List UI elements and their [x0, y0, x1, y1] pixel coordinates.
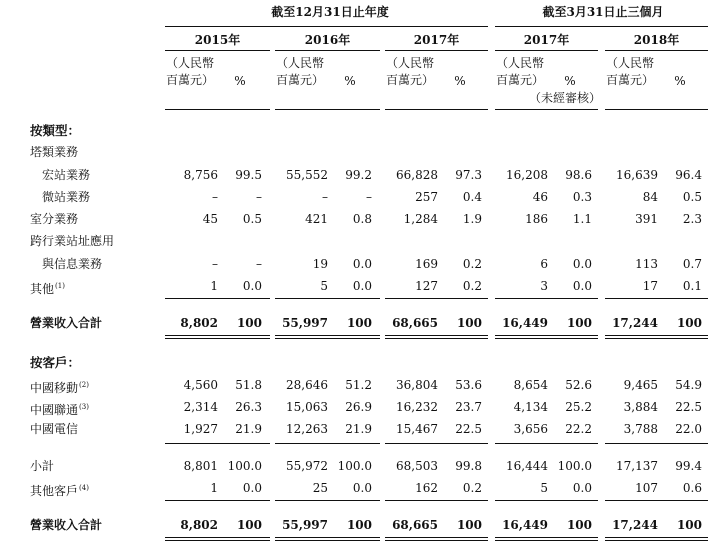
- percent-cell: 0.5: [242, 212, 262, 226]
- amount-cell: 66,828: [396, 168, 438, 182]
- row-label: 其他客戶$^{(4)}$: [30, 484, 89, 498]
- percent-cell: 26.9: [345, 400, 372, 414]
- footnote-marker: (3): [79, 403, 89, 411]
- percent-cell: 100: [236, 316, 262, 330]
- unit-label: （人民幣: [386, 56, 435, 70]
- amount-cell: 421: [305, 212, 328, 226]
- percent-cell: 99.5: [235, 168, 262, 182]
- row-label: 營業收入合計: [30, 518, 103, 532]
- row-label: 營業收入合計: [30, 316, 103, 330]
- percent-cell: 0.2: [462, 257, 482, 271]
- amount-cell: 28,646: [286, 378, 328, 392]
- amount-cell: 162: [415, 481, 438, 495]
- row-label: 跨行業站址應用: [30, 234, 115, 248]
- row-label: 其他$^{(1)}$: [30, 282, 65, 296]
- percent-cell: 100: [236, 518, 262, 532]
- amount-cell: 16,444: [506, 459, 548, 473]
- percent-cell: 0.2: [462, 481, 482, 495]
- header-bottom-rule: [605, 109, 708, 110]
- amount-cell: 8,802: [180, 518, 218, 532]
- percent-cell: 0.5: [682, 190, 702, 204]
- amount-cell: 113: [635, 257, 658, 271]
- subtotal-rule: [275, 443, 380, 444]
- amount-cell: 16,449: [502, 316, 548, 330]
- percent-cell: 100: [566, 316, 592, 330]
- section-by-type: 按類型：: [30, 123, 81, 138]
- total-double-rule: [495, 335, 598, 339]
- total-double-rule: [605, 537, 708, 541]
- amount-cell: 4,134: [513, 400, 548, 414]
- percent-cell: 97.3: [455, 168, 482, 182]
- amount-cell: 55,997: [282, 518, 328, 532]
- subtotal-rule: [275, 298, 380, 299]
- amount-cell: 4,560: [183, 378, 218, 392]
- total-double-rule: [165, 335, 270, 339]
- amount-cell: 12,263: [286, 422, 328, 436]
- year-header: 2018年: [633, 33, 680, 47]
- percent-cell: 25.2: [565, 400, 592, 414]
- amount-cell: 186: [525, 212, 548, 226]
- unit-label: 百萬元）: [606, 73, 655, 87]
- year-rule: [605, 50, 708, 51]
- footnote-marker: (2): [79, 381, 89, 389]
- total-double-rule: [385, 335, 488, 339]
- header-bottom-rule: [495, 109, 598, 110]
- total-double-rule: [495, 537, 598, 541]
- amount-cell: 8,802: [180, 316, 218, 330]
- header-bottom-rule: [165, 109, 270, 110]
- amount-cell: 127: [415, 279, 438, 293]
- year-rule: [385, 50, 488, 51]
- percent-cell: 22.0: [675, 422, 702, 436]
- percent-cell: –: [256, 257, 262, 271]
- unit-label: （人民幣: [166, 56, 215, 70]
- percent-cell: 23.7: [455, 400, 482, 414]
- row-label: 室分業務: [30, 212, 79, 226]
- amount-cell: 2,314: [183, 400, 218, 414]
- percent-cell: 99.4: [675, 459, 702, 473]
- percent-cell: 100: [676, 316, 702, 330]
- amount-cell: 68,665: [392, 518, 438, 532]
- percent-cell: 0.4: [462, 190, 482, 204]
- percent-cell: 2.3: [682, 212, 702, 226]
- pct-label: %: [344, 74, 356, 88]
- pct-label: %: [564, 74, 576, 88]
- row-label: 宏站業務: [42, 168, 91, 182]
- amount-cell: 55,997: [282, 316, 328, 330]
- percent-cell: 100: [346, 518, 372, 532]
- amount-cell: 17,244: [612, 316, 658, 330]
- header-bottom-rule: [275, 109, 380, 110]
- percent-cell: 100: [566, 518, 592, 532]
- amount-cell: 17: [642, 279, 658, 293]
- percent-cell: –: [366, 190, 372, 204]
- subtotal-rule: [275, 500, 380, 501]
- unit-label: 百萬元）: [496, 73, 545, 87]
- amount-cell: 3,884: [623, 400, 658, 414]
- percent-cell: 0.7: [682, 257, 702, 271]
- percent-cell: 22.5: [675, 400, 702, 414]
- amount-cell: 19: [312, 257, 328, 271]
- amount-cell: 5: [320, 279, 328, 293]
- subtotal-rule: [385, 298, 488, 299]
- row-label: 塔類業務: [30, 145, 79, 159]
- row-label: 中國移動$^{(2)}$: [30, 381, 89, 395]
- header-bottom-rule: [385, 109, 488, 110]
- percent-cell: 0.0: [572, 257, 592, 271]
- amount-cell: 3,788: [623, 422, 658, 436]
- amount-cell: 257: [415, 190, 438, 204]
- percent-cell: 51.8: [235, 378, 262, 392]
- footnote-marker: (1): [55, 282, 65, 290]
- amount-cell: 46: [532, 190, 548, 204]
- amount-cell: 8,801: [183, 459, 218, 473]
- period-fy-rule: [165, 26, 488, 27]
- row-label: 中國電信: [30, 422, 79, 436]
- percent-cell: 96.4: [675, 168, 702, 182]
- subtotal-rule: [495, 298, 598, 299]
- row-label: 與信息業務: [42, 257, 103, 271]
- percent-cell: 100: [456, 518, 482, 532]
- total-double-rule: [275, 537, 380, 541]
- total-double-rule: [605, 335, 708, 339]
- subtotal-rule: [605, 298, 708, 299]
- amount-cell: 25: [312, 481, 328, 495]
- row-label: 微站業務: [42, 190, 91, 204]
- row-label: 小計: [30, 459, 55, 473]
- row-label: 中國聯通$^{(3)}$: [30, 403, 89, 417]
- subtotal-rule: [165, 443, 270, 444]
- percent-cell: 98.6: [565, 168, 592, 182]
- amount-cell: 16,232: [396, 400, 438, 414]
- amount-cell: 55,552: [286, 168, 328, 182]
- percent-cell: 0.3: [572, 190, 592, 204]
- period-q-heading: 截至3月31日止三個月: [542, 5, 664, 19]
- amount-cell: –: [212, 257, 218, 271]
- amount-cell: 17,244: [612, 518, 658, 532]
- subtotal-rule: [165, 500, 270, 501]
- unit-label: （人民幣: [606, 56, 655, 70]
- percent-cell: 100.0: [227, 459, 262, 473]
- amount-cell: 8,756: [183, 168, 218, 182]
- percent-cell: 0.0: [352, 279, 372, 293]
- total-double-rule: [165, 537, 270, 541]
- year-rule: [495, 50, 598, 51]
- section-by-customer: 按客戶：: [30, 355, 81, 370]
- year-header: 2017年: [413, 33, 460, 47]
- amount-cell: 36,804: [396, 378, 438, 392]
- amount-cell: 107: [635, 481, 658, 495]
- subtotal-rule: [165, 298, 270, 299]
- percent-cell: 0.0: [572, 279, 592, 293]
- amount-cell: 6: [540, 257, 548, 271]
- percent-cell: 100.0: [337, 459, 372, 473]
- percent-cell: 100: [456, 316, 482, 330]
- percent-cell: 21.9: [235, 422, 262, 436]
- unit-label: 百萬元）: [386, 73, 435, 87]
- percent-cell: 100: [676, 518, 702, 532]
- subtotal-rule: [495, 500, 598, 501]
- percent-cell: –: [256, 190, 262, 204]
- percent-cell: 100.0: [557, 459, 592, 473]
- percent-cell: 0.0: [242, 481, 262, 495]
- subtotal-rule: [605, 443, 708, 444]
- amount-cell: 16,449: [502, 518, 548, 532]
- total-double-rule: [385, 537, 488, 541]
- unit-label: （人民幣: [496, 56, 545, 70]
- percent-cell: 99.8: [455, 459, 482, 473]
- amount-cell: 68,503: [396, 459, 438, 473]
- percent-cell: 54.9: [675, 378, 702, 392]
- total-double-rule: [275, 335, 380, 339]
- amount-cell: 16,639: [616, 168, 658, 182]
- subtotal-rule: [385, 500, 488, 501]
- pct-label: %: [234, 74, 246, 88]
- amount-cell: 55,972: [286, 459, 328, 473]
- amount-cell: 1,284: [403, 212, 438, 226]
- amount-cell: –: [322, 190, 328, 204]
- pct-label: %: [454, 74, 466, 88]
- pct-label: %: [674, 74, 686, 88]
- percent-cell: 22.5: [455, 422, 482, 436]
- unit-label: 百萬元）: [166, 73, 215, 87]
- amount-cell: 1,927: [183, 422, 218, 436]
- percent-cell: 100: [346, 316, 372, 330]
- unit-label: （人民幣: [276, 56, 325, 70]
- amount-cell: 8,654: [513, 378, 548, 392]
- amount-cell: 16,208: [506, 168, 548, 182]
- percent-cell: 99.2: [345, 168, 372, 182]
- year-header: 2015年: [194, 33, 241, 47]
- amount-cell: 9,465: [623, 378, 658, 392]
- percent-cell: 22.2: [565, 422, 592, 436]
- amount-cell: –: [212, 190, 218, 204]
- percent-cell: 0.6: [682, 481, 702, 495]
- amount-cell: 3: [540, 279, 548, 293]
- amount-cell: 17,137: [616, 459, 658, 473]
- amount-cell: 391: [635, 212, 658, 226]
- percent-cell: 21.9: [345, 422, 372, 436]
- amount-cell: 1: [210, 279, 218, 293]
- period-fy-heading: 截至12月31日止年度: [271, 5, 389, 19]
- percent-cell: 51.2: [345, 378, 372, 392]
- year-header: 2016年: [304, 33, 351, 47]
- amount-cell: 15,063: [286, 400, 328, 414]
- amount-cell: 68,665: [392, 316, 438, 330]
- footnote-marker: (4): [79, 484, 89, 492]
- amount-cell: 84: [642, 190, 658, 204]
- percent-cell: 0.0: [572, 481, 592, 495]
- year-rule: [275, 50, 380, 51]
- amount-cell: 5: [540, 481, 548, 495]
- year-header: 2017年: [523, 33, 570, 47]
- unaudited-note: （未經審核）: [528, 91, 601, 105]
- percent-cell: 1.1: [572, 212, 592, 226]
- percent-cell: 0.0: [352, 481, 372, 495]
- amount-cell: 169: [415, 257, 438, 271]
- subtotal-rule: [385, 443, 488, 444]
- percent-cell: 26.3: [235, 400, 262, 414]
- amount-cell: 1: [210, 481, 218, 495]
- percent-cell: 0.1: [682, 279, 702, 293]
- percent-cell: 0.0: [242, 279, 262, 293]
- percent-cell: 0.0: [352, 257, 372, 271]
- percent-cell: 1.9: [462, 212, 482, 226]
- amount-cell: 15,467: [396, 422, 438, 436]
- subtotal-rule: [495, 443, 598, 444]
- unit-label: 百萬元）: [276, 73, 325, 87]
- amount-cell: 3,656: [513, 422, 548, 436]
- period-q-rule: [495, 26, 708, 27]
- percent-cell: 52.6: [565, 378, 592, 392]
- percent-cell: 0.2: [462, 279, 482, 293]
- year-rule: [165, 50, 270, 51]
- subtotal-rule: [605, 500, 708, 501]
- amount-cell: 45: [202, 212, 218, 226]
- percent-cell: 0.8: [352, 212, 372, 226]
- percent-cell: 53.6: [455, 378, 482, 392]
